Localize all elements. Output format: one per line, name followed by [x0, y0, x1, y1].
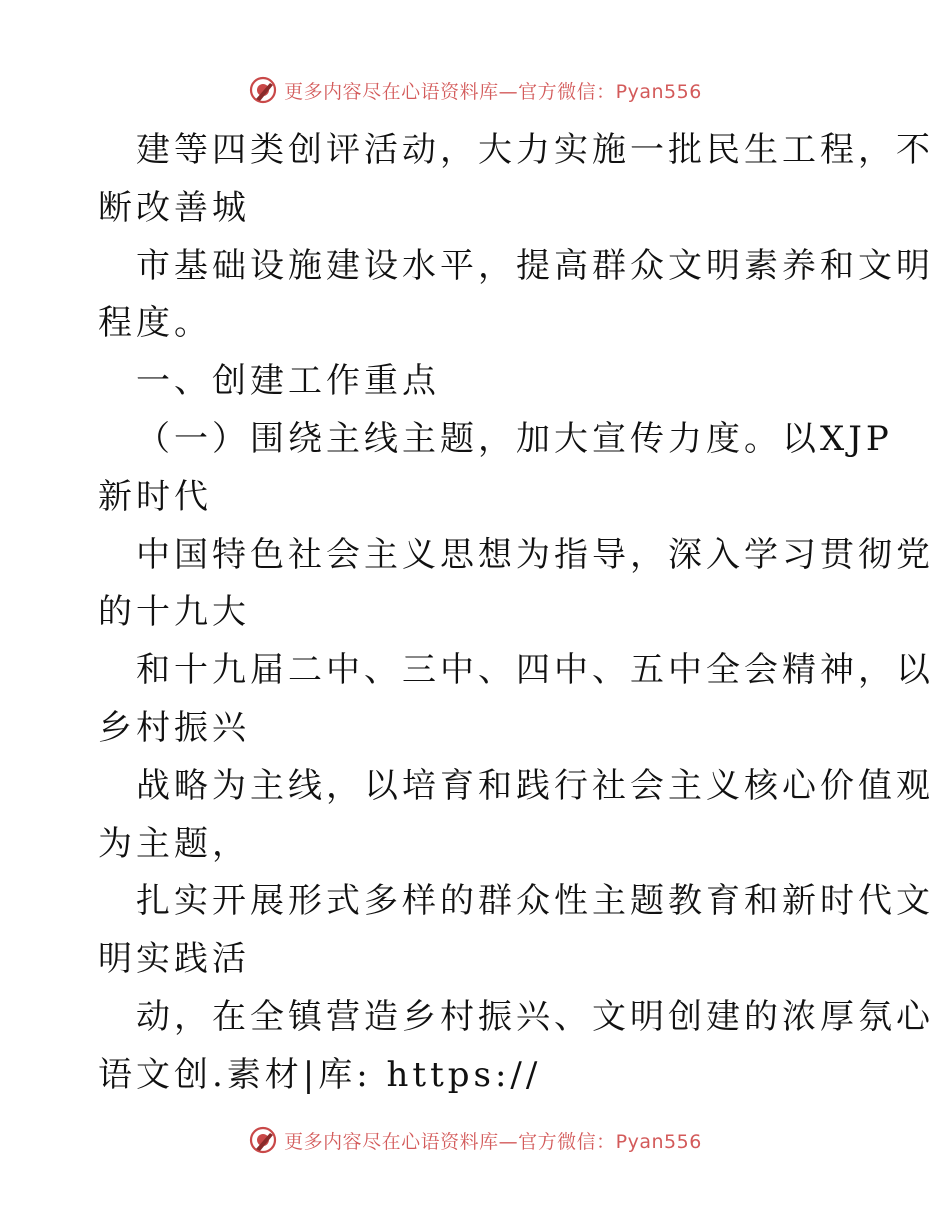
text-line: 程度。	[98, 303, 212, 344]
watermark-text: 更多内容尽在心语资料库—官方微信：Pyan556	[284, 1130, 702, 1153]
text-line: 和十九届二中、三中、四中、五中全会精神，以	[136, 650, 934, 691]
document-body	[98, 122, 934, 1105]
text-line: 的十九大	[98, 592, 250, 633]
text-line: 语文创.素材|库: https://	[98, 1054, 542, 1095]
text-line: 为主题，	[98, 823, 250, 864]
pen-logo-icon	[248, 1125, 278, 1155]
text-line: 新时代	[98, 476, 212, 517]
footer-watermark	[0, 1120, 950, 1160]
watermark-text: 更多内容尽在心语资料库—官方微信：Pyan556	[284, 80, 702, 103]
text-line: 乡村振兴	[98, 707, 250, 748]
text-line: 动，在全镇营造乡村振兴、文明创建的浓厚氛心	[136, 996, 934, 1037]
header-watermark	[0, 70, 950, 110]
section-heading: 一、创建工作重点	[136, 361, 440, 402]
subsection-heading: （一）围绕主线主题，加大宣传力度。以XJP	[136, 418, 893, 459]
text-line: 扎实开展形式多样的群众性主题教育和新时代文	[136, 881, 934, 922]
text-line: 建等四类创评活动，大力实施一批民生工程，不	[136, 130, 934, 170]
text-line: 市基础设施建设水平，提高群众文明素养和文明	[136, 245, 934, 286]
text-line: 中国特色社会主义思想为指导，深入学习贯彻党	[136, 534, 934, 575]
text-line: 明实践活	[98, 939, 250, 980]
pen-logo-icon	[248, 75, 278, 105]
text-line: 战略为主线，以培育和践行社会主义核心价值观	[136, 765, 934, 806]
text-line: 断改善城	[98, 187, 250, 228]
